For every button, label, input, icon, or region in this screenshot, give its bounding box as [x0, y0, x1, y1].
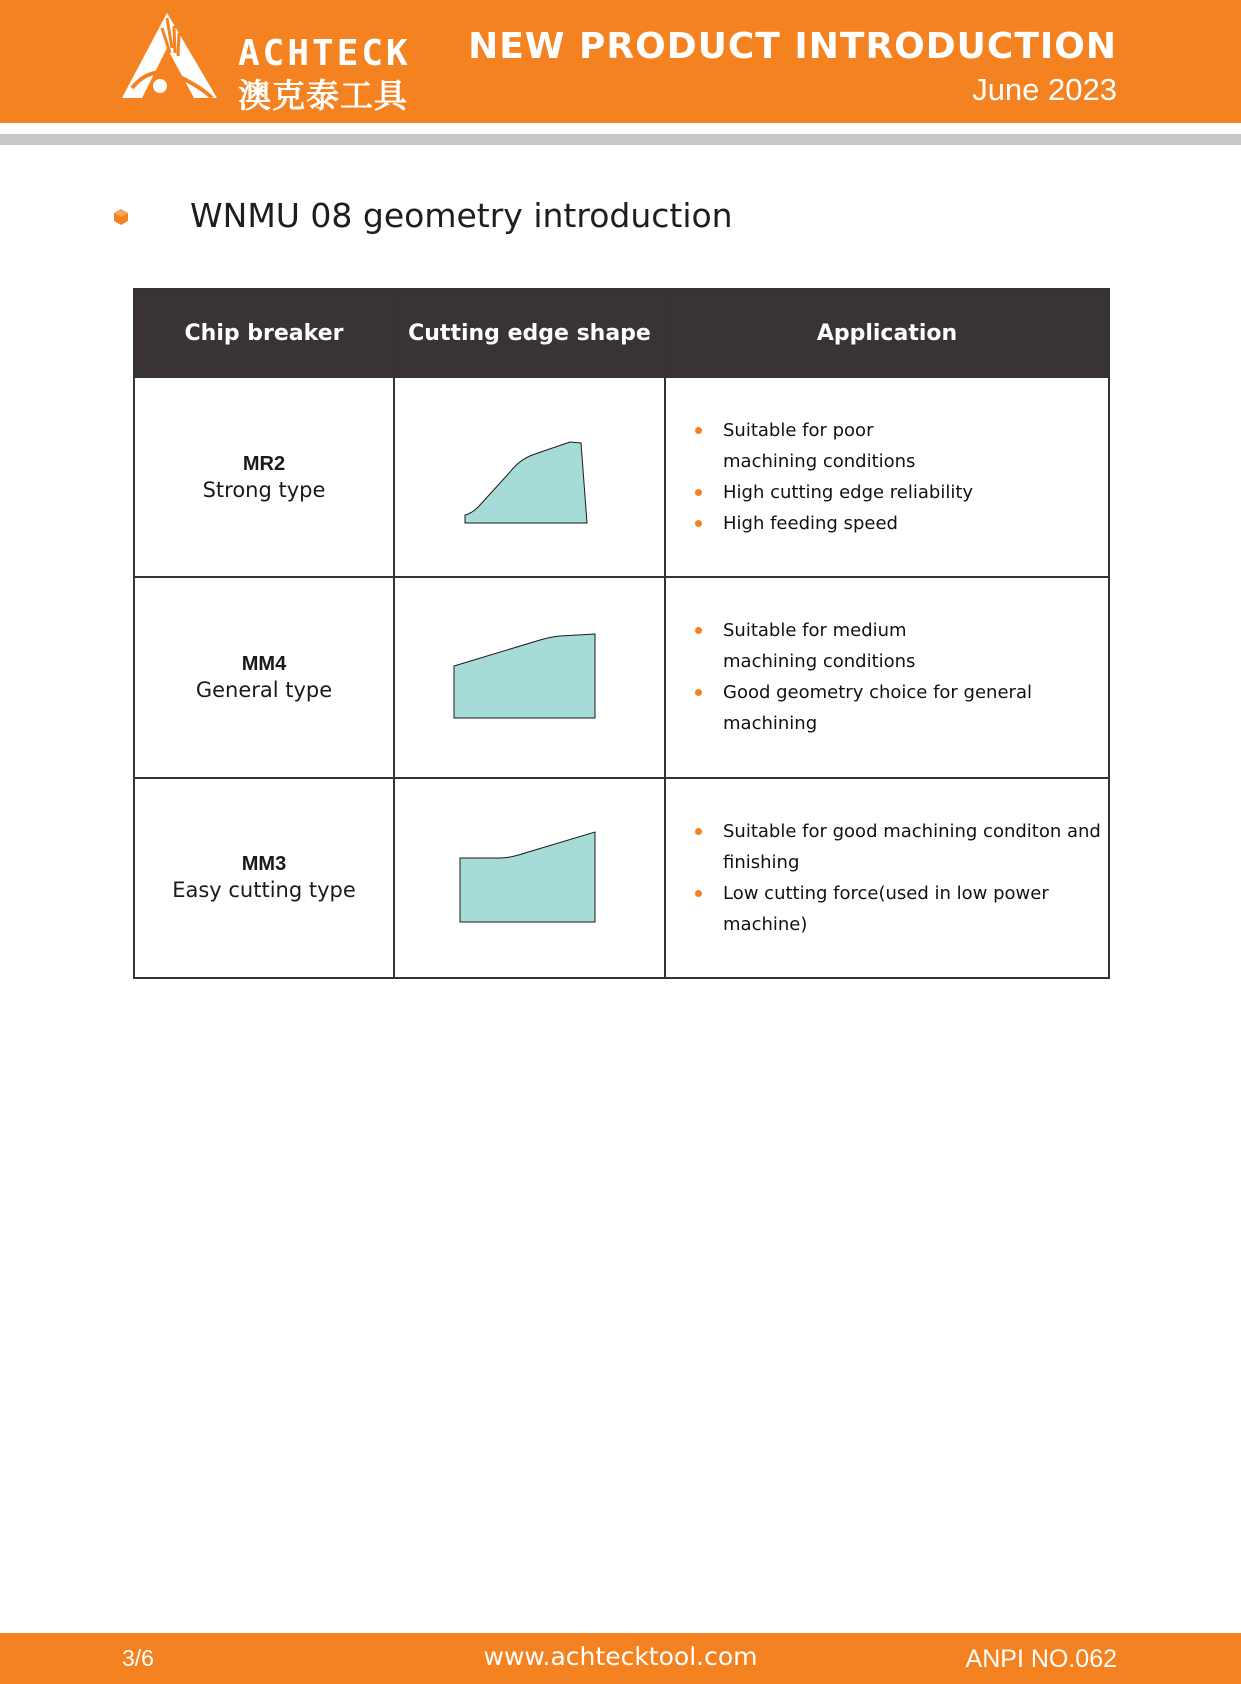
table-row — [134, 778, 1109, 978]
application-item: High feeding speed — [695, 508, 1107, 539]
brand-name-en: ACHTECK — [238, 33, 411, 74]
footer-bar — [0, 1633, 1241, 1684]
cutting-edge-shape-cell — [394, 377, 665, 577]
application-item: Good geometry choice for general machining — [695, 677, 1107, 739]
mm3-edge-shape-icon — [455, 830, 605, 925]
chip-breaker-cell — [134, 577, 394, 777]
application-cell — [665, 778, 1109, 978]
application-item: finishing — [723, 851, 800, 873]
geometry-table — [133, 288, 1110, 979]
chip-breaker-type: Easy cutting type — [172, 878, 356, 903]
page-number: 3/6 — [122, 1645, 154, 1671]
header-date: June 2023 — [972, 72, 1117, 107]
chip-breaker-code: MR2 — [242, 452, 286, 475]
section-title: WNMU 08 geometry introduction — [190, 196, 733, 235]
cutting-edge-shape-cell — [394, 778, 665, 978]
header-bar — [0, 0, 1241, 123]
header-title: NEW PRODUCT INTRODUCTION — [468, 26, 1117, 67]
chip-breaker-code: MM4 — [241, 652, 287, 675]
application-item: Suitable for poor — [695, 415, 1107, 446]
application-item: High cutting edge reliability — [695, 477, 1107, 508]
application-item: Suitable for medium — [695, 615, 1107, 646]
column-header-application: Application — [665, 289, 1109, 377]
cutting-edge-shape-cell — [394, 577, 665, 777]
table-row — [134, 577, 1109, 777]
table-row — [134, 377, 1109, 577]
chip-breaker-cell — [134, 778, 394, 978]
hexagon-bullet-icon — [113, 208, 129, 226]
mr2-edge-shape-icon — [455, 427, 605, 527]
mm4-edge-shape-icon — [450, 632, 610, 722]
chip-breaker-code: MM3 — [241, 853, 287, 876]
application-item: Suitable for good machining conditon and — [695, 816, 1107, 847]
brand-name-cn: 澳克泰工具 — [238, 76, 408, 115]
achteck-logo-icon — [112, 8, 227, 108]
application-cell — [665, 577, 1109, 777]
column-header-chip-breaker: Chip breaker — [134, 289, 394, 377]
website-link[interactable]: www.achtecktool.com — [483, 1642, 758, 1671]
chip-breaker-cell — [134, 377, 394, 577]
column-header-cutting-edge-shape: Cutting edge shape — [394, 289, 665, 377]
header-divider — [0, 134, 1241, 145]
document-number: ANPI NO.062 — [965, 1645, 1117, 1673]
application-item: machining conditions — [723, 451, 916, 473]
chip-breaker-type: Strong type — [202, 477, 326, 502]
table-header-row — [134, 289, 1109, 377]
application-item: machining conditions — [723, 651, 916, 673]
application-item: Low cutting force(used in low power machine) — [695, 878, 1107, 940]
chip-breaker-type: General type — [195, 677, 333, 702]
application-cell — [665, 377, 1109, 577]
